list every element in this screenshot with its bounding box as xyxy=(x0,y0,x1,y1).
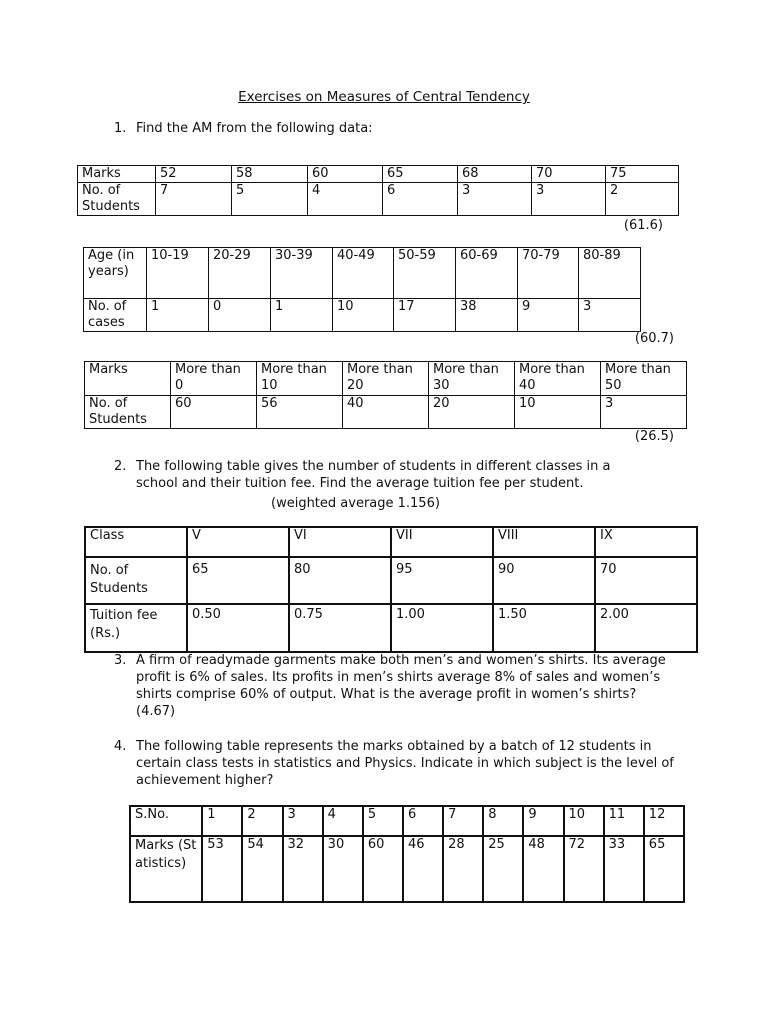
page-title: Exercises on Measures of Central Tendency xyxy=(238,89,530,105)
table-cell: 2 xyxy=(242,806,282,836)
table-cell: More than 40 xyxy=(515,362,601,396)
table-cell: 0 xyxy=(209,299,271,332)
table-cell: 72 xyxy=(564,836,604,902)
table-cell: 9 xyxy=(523,806,563,836)
table-row xyxy=(78,183,679,216)
table-cell: 1 xyxy=(202,806,242,836)
table-cell: 4 xyxy=(323,806,363,836)
table-cell: 60 xyxy=(308,166,383,183)
table-cell: 65 xyxy=(383,166,458,183)
table-cell: 65 xyxy=(644,836,684,902)
table-cell: 40 xyxy=(343,396,429,429)
table-cell: 38 xyxy=(456,299,518,332)
table-cell: 70 xyxy=(532,166,606,183)
question-number: 2. xyxy=(114,459,127,474)
statistics-marks-table xyxy=(129,805,685,903)
table-cell: 28 xyxy=(443,836,483,902)
table-cell: 1 xyxy=(271,299,333,332)
table-cell: 12 xyxy=(644,806,684,836)
table-cell: 30 xyxy=(323,836,363,902)
table-cell: 20-29 xyxy=(209,248,271,299)
question-text: A firm of readymade garments make both men’s and women’s shirts. Its average profit is 6% of sales. Its profits in men’s shirts average 8% of sales and women’s shirts comprise 60% of output. What is the average profit in women’s shirts? (4.67) xyxy=(136,653,666,719)
table-cell: VII xyxy=(391,527,493,557)
table-cell: 58 xyxy=(232,166,308,183)
question-2 xyxy=(114,458,654,492)
table-cell: 53 xyxy=(202,836,242,902)
tuition-fee-table xyxy=(84,526,698,653)
table-cell: 7 xyxy=(156,183,232,216)
table-cell: 33 xyxy=(604,836,644,902)
table-cell: 0.50 xyxy=(187,604,289,652)
table-header-cell: No. of Students xyxy=(78,183,156,216)
cumulative-marks-table xyxy=(84,361,687,429)
table-cell: 46 xyxy=(403,836,443,902)
table-header-cell: No. of Students xyxy=(85,557,187,604)
table-cell: 32 xyxy=(283,836,323,902)
table-cell: 3 xyxy=(532,183,606,216)
table-cell: 4 xyxy=(308,183,383,216)
table-cell: IX xyxy=(595,527,697,557)
table-cell: 2.00 xyxy=(595,604,697,652)
table-cell: 60 xyxy=(171,396,257,429)
table-cell: 70-79 xyxy=(518,248,579,299)
answer-label: (26.5) xyxy=(634,429,674,444)
table-header-cell: Class xyxy=(85,527,187,557)
table-cell: 90 xyxy=(493,557,595,604)
table-cell: 50-59 xyxy=(394,248,456,299)
table-header-cell: Marks xyxy=(78,166,156,183)
table-cell: 1.00 xyxy=(391,604,493,652)
table-cell: VI xyxy=(289,527,391,557)
table-cell: 52 xyxy=(156,166,232,183)
table-row xyxy=(85,557,697,604)
table-cell: More than 50 xyxy=(601,362,687,396)
table-row xyxy=(78,166,679,183)
table-header-cell: No. of Students xyxy=(85,396,171,429)
table-cell: 3 xyxy=(458,183,532,216)
answer-label: (60.7) xyxy=(634,331,674,346)
table-header-cell: Marks (Statistics) xyxy=(130,836,202,902)
weighted-average-note: (weighted average 1.156) xyxy=(271,496,440,511)
table-header-cell: Marks xyxy=(85,362,171,396)
table-row xyxy=(84,299,641,332)
answer-label: (61.6) xyxy=(623,218,663,233)
table-header-cell: S.No. xyxy=(130,806,202,836)
table-cell: 75 xyxy=(606,166,679,183)
table-cell: 56 xyxy=(257,396,343,429)
table-cell: 10 xyxy=(515,396,601,429)
table-row xyxy=(84,248,641,299)
table-cell: 95 xyxy=(391,557,493,604)
table-cell: 60 xyxy=(363,836,403,902)
table-cell: 5 xyxy=(232,183,308,216)
table-cell: 68 xyxy=(458,166,532,183)
table-header-cell: No. of cases xyxy=(84,299,147,332)
table-cell: 17 xyxy=(394,299,456,332)
table-cell: 25 xyxy=(483,836,523,902)
table-cell: 54 xyxy=(242,836,282,902)
table-cell: 7 xyxy=(443,806,483,836)
table-cell: 20 xyxy=(429,396,515,429)
table-cell: 40-49 xyxy=(333,248,394,299)
table-row xyxy=(130,836,684,902)
table-cell: 8 xyxy=(483,806,523,836)
table-cell: 1.50 xyxy=(493,604,595,652)
table-cell: More than 10 xyxy=(257,362,343,396)
question-text: The following table gives the number of students in different classes in a school and their tuition fee. Find the average tuition fee per student. xyxy=(136,459,611,491)
table-cell: 3 xyxy=(283,806,323,836)
table-row xyxy=(130,806,684,836)
table-cell: 10-19 xyxy=(147,248,209,299)
question-text: Find the AM from the following data: xyxy=(136,121,373,136)
question-4 xyxy=(114,738,674,789)
table-row xyxy=(85,604,697,652)
table-cell: VIII xyxy=(493,527,595,557)
table-cell: 5 xyxy=(363,806,403,836)
question-3 xyxy=(114,652,674,720)
table-cell: 48 xyxy=(523,836,563,902)
table-cell: 70 xyxy=(595,557,697,604)
question-number: 4. xyxy=(114,739,127,754)
table-cell: More than 20 xyxy=(343,362,429,396)
table-cell: 0.75 xyxy=(289,604,391,652)
table-cell: More than 0 xyxy=(171,362,257,396)
marks-table xyxy=(77,165,679,216)
table-cell: 10 xyxy=(564,806,604,836)
table-cell: 1 xyxy=(147,299,209,332)
table-cell: 9 xyxy=(518,299,579,332)
table-cell: 80 xyxy=(289,557,391,604)
table-cell: 11 xyxy=(604,806,644,836)
table-cell: V xyxy=(187,527,289,557)
table-cell: 60-69 xyxy=(456,248,518,299)
table-cell: 6 xyxy=(383,183,458,216)
table-header-cell: Tuition fee (Rs.) xyxy=(85,604,187,652)
age-table xyxy=(83,247,641,332)
table-cell: 3 xyxy=(579,299,641,332)
table-cell: 6 xyxy=(403,806,443,836)
question-number: 3. xyxy=(114,653,127,668)
question-number: 1. xyxy=(114,121,127,136)
table-cell: More than 30 xyxy=(429,362,515,396)
table-row xyxy=(85,362,687,396)
table-row xyxy=(85,527,697,557)
table-cell: 30-39 xyxy=(271,248,333,299)
question-text: The following table represents the marks obtained by a batch of 12 students in certain class tests in statistics and Physics. Indicate in which subject is the level of achievement higher? xyxy=(136,739,674,788)
table-cell: 3 xyxy=(601,396,687,429)
table-header-cell: Age (in years) xyxy=(84,248,147,299)
table-row xyxy=(85,396,687,429)
table-cell: 65 xyxy=(187,557,289,604)
question-1 xyxy=(114,120,674,137)
table-cell: 2 xyxy=(606,183,679,216)
table-cell: 80-89 xyxy=(579,248,641,299)
table-cell: 10 xyxy=(333,299,394,332)
